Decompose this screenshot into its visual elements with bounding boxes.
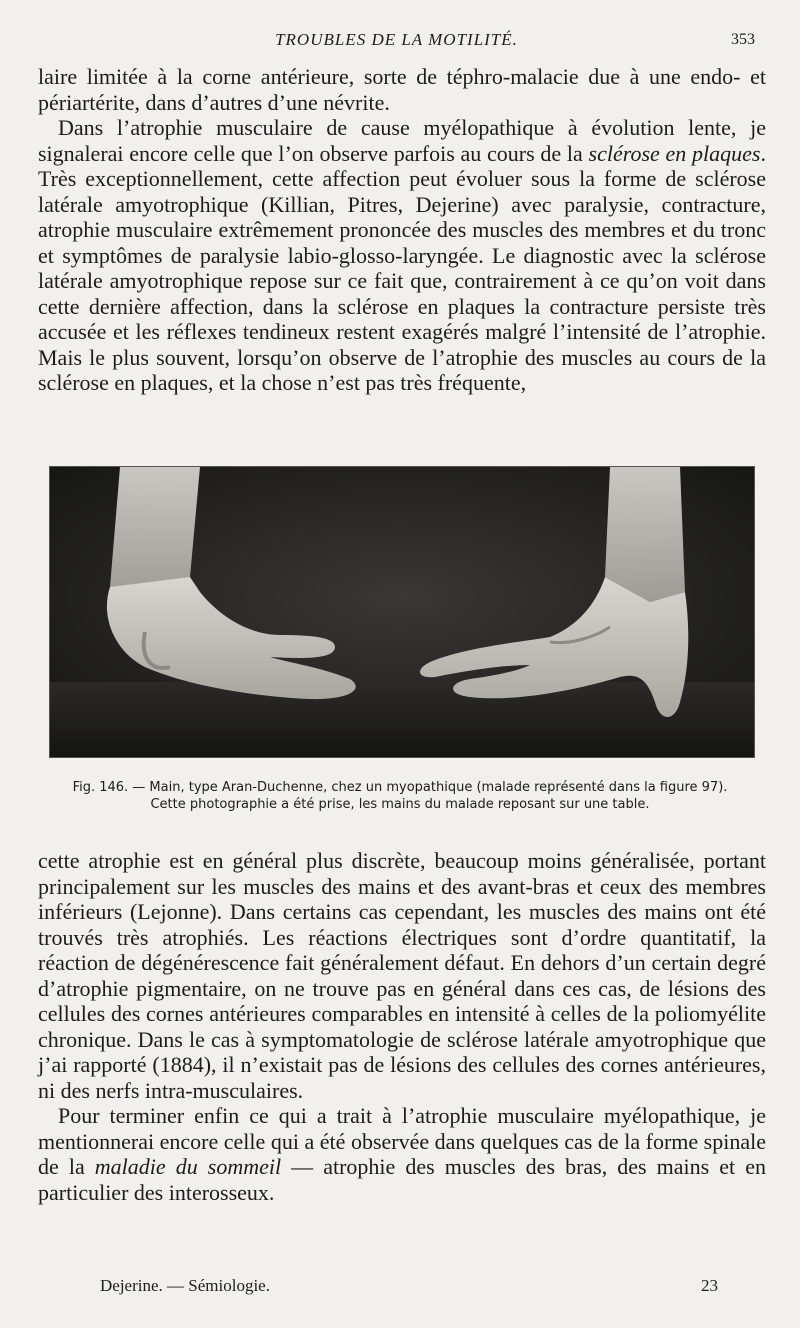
caption-line: Cette photographie a été prise, les mains du malade reposant sur une table. <box>150 797 650 812</box>
body-text-top <box>38 64 766 396</box>
footer-author: Dejerine. — Sémiologie. <box>100 1276 270 1295</box>
body-text-bottom <box>38 848 766 1205</box>
figure-photograph-hands <box>49 466 755 758</box>
paragraph: cette atrophie est en général plus discrète, beaucoup moins généralisée, portant principalement sur les muscles des mains et des avant-bras et ceux des membres inférieurs (Lejonne). Dans certains cas cependant, les muscles des mains ont été trouvés très atrophiés. Les réactions électriques sont d’ordre quantitatif, la réaction de dégénérescence fait généralement défaut. En dehors d’un certain degré d’atrophie pigmentaire, on ne trouve pas en général dans ces cas, de lésions des cellules des cornes antérieures comparables en intensité à celles de la poliomyélite chronique. Dans le cas à symptomatologie de sclérose latérale amyotrophique que j’ai rapporté (1884), il n’existait pas de lésions des cellules des cornes antérieures, ni des nerfs intra-musculaires. <box>38 848 766 1103</box>
footer-signature-number: 23 <box>701 1276 718 1295</box>
page-footer <box>100 1276 718 1298</box>
caption-line: Fig. 146. — Main, type Aran-Duchenne, chez un myopathique (malade représenté dans la figure 97). <box>72 780 728 795</box>
running-title: TROUBLES DE LA MOTILITÉ. <box>275 30 518 49</box>
hands-photo-illustration <box>50 467 754 757</box>
paragraph: Dans l’atrophie musculaire de cause myélopathique à évolution lente, je signalerai encore celle que l’on observe parfois au cours de la sclérose en plaques. Très exceptionnellement, cette affection peut évoluer sous la forme de sclérose latérale amyotrophique (Killian, Pitres, Dejerine) avec paralysie, contracture, atrophie musculaire extrêmement prononcée des muscles des membres et du tronc et symptômes de paralysie labio-glosso-laryngée. Le diagnostic avec la sclérose latérale amyotrophique repose sur ce fait que, contrairement à ce qu’on voit dans cette dernière affection, dans la sclérose en plaques la contracture persiste très accusée et les réflexes tendineux restent exagérés malgré l’intensité de l’atrophie. Mais le plus souvent, lorsqu’on observe de l’atrophie des muscles au cours de la sclérose en plaques, et la chose n’est pas très fréquente, <box>38 115 766 395</box>
paragraph: laire limitée à la corne antérieure, sorte de téphro-malacie due à une endo- et périartérite, dans d’autres d’une névrite. <box>38 64 766 115</box>
figure-caption <box>70 779 730 813</box>
running-head <box>38 30 755 54</box>
page-number: 353 <box>731 31 755 48</box>
paragraph: Pour terminer enfin ce qui a trait à l’atrophie musculaire myélopathique, je mentionnerai encore celle qui a été observée dans quelques cas de la forme spinale de la maladie du sommeil — atrophie des muscles des bras, des mains et en particulier des interosseux. <box>38 1103 766 1205</box>
